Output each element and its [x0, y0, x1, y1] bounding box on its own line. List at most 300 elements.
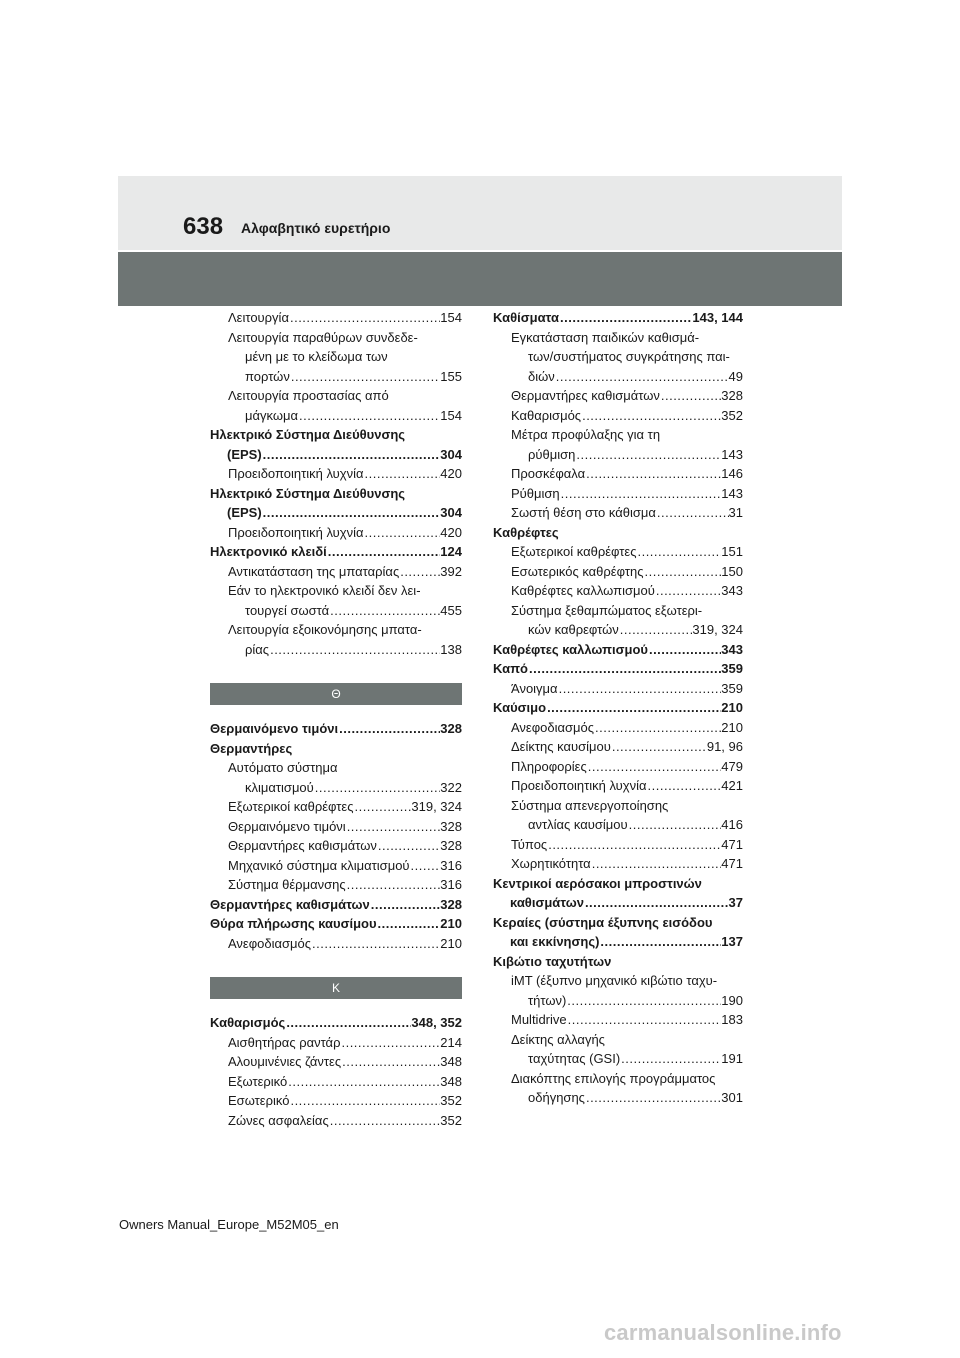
- entry-text: ταχύτητας (GSI): [528, 1051, 621, 1066]
- page-ref: 421: [721, 778, 743, 793]
- entry-text: Κεντρικοί αερόσακοι μπροστινών: [493, 875, 702, 891]
- entry-text: αντλίας καυσίμου: [528, 817, 628, 832]
- dot-leader: [364, 523, 441, 543]
- dot-leader: [290, 367, 440, 387]
- entry-text: Καθαρισμός: [210, 1015, 286, 1030]
- entry-line: [210, 1013, 462, 1033]
- entry-text: Προειδοποιητική λυχνία: [228, 466, 364, 481]
- index-entry: [493, 308, 743, 328]
- index-subentry: [493, 562, 743, 582]
- entry-text: Σύστημα ξεθαμπώματος εξωτερι-: [511, 602, 703, 618]
- entry-text: ρύθμιση: [528, 446, 576, 462]
- entry-line: [493, 874, 743, 894]
- entry-text: Καθρέφτες καλλωπισμού: [493, 641, 648, 657]
- entry-line: [228, 523, 462, 543]
- entry-text: Εσωτερικό: [228, 1093, 290, 1108]
- entry-line: [228, 620, 462, 640]
- page-ref: 49: [728, 368, 743, 384]
- entry-text: Multidrive: [511, 1012, 567, 1027]
- dot-leader: [289, 1091, 440, 1111]
- page-ref: 420: [440, 466, 462, 481]
- entry-text: Καθίσματα: [493, 310, 559, 325]
- index-entry: [493, 523, 743, 543]
- dot-leader: [327, 542, 441, 562]
- index-subentry: [493, 757, 743, 777]
- page-ref: 420: [440, 524, 462, 540]
- entry-text: Αντικατάσταση της μπαταρίας: [228, 563, 400, 579]
- dot-leader: [364, 464, 441, 484]
- entry-line: [511, 464, 743, 484]
- page-ref: 304: [440, 446, 462, 462]
- index-subentry: [493, 737, 743, 757]
- index-entry: [210, 914, 462, 934]
- dot-leader: [289, 308, 440, 328]
- entry-text: Ρύθμιση: [511, 485, 560, 501]
- watermark: carmanualsonline.info: [604, 1320, 842, 1345]
- entry-line: [210, 719, 462, 739]
- entry-text: Θερμαντήρες καθισμάτων: [228, 838, 377, 853]
- entry-line: [511, 757, 743, 777]
- dot-leader: [410, 856, 441, 876]
- index-subentry: [210, 386, 462, 425]
- entry-text: Καθαρισμός: [511, 407, 582, 423]
- entry-text: (EPS): [227, 446, 262, 462]
- page-ref: 150: [721, 563, 743, 579]
- dot-leader: [370, 895, 441, 915]
- index-subentry: [493, 328, 743, 387]
- page-ref: 210: [440, 916, 462, 931]
- index-subentry: [210, 797, 462, 817]
- entry-text: Θερμαντήρες καθισμάτων: [511, 388, 660, 403]
- index-subentry: [210, 328, 462, 387]
- entry-text: πορτών: [245, 368, 290, 384]
- dot-leader: [584, 893, 729, 913]
- page-ref: 316: [440, 857, 462, 873]
- entry-text: οδήγησης: [528, 1090, 585, 1105]
- entry-line: [228, 758, 462, 778]
- page-ref: 352: [721, 407, 743, 423]
- dot-leader: [585, 464, 721, 484]
- entry-line: [493, 523, 743, 543]
- entry-line: [511, 1069, 743, 1089]
- entry-line: [511, 815, 743, 835]
- entry-text: Αλουμινένιες ζάντες: [228, 1054, 342, 1069]
- entry-line: [511, 542, 743, 562]
- index-entry: [210, 895, 462, 915]
- dot-leader: [567, 1010, 722, 1030]
- entry-line: [228, 1052, 462, 1072]
- dot-leader: [620, 1049, 721, 1069]
- entry-line: [228, 1072, 462, 1092]
- entry-line: [511, 776, 743, 796]
- dot-leader: [285, 1013, 411, 1033]
- entry-line: [228, 601, 462, 621]
- entry-line: [210, 542, 462, 562]
- entry-text: Ζώνες ασφαλείας: [228, 1112, 329, 1128]
- index-subentry: [210, 464, 462, 484]
- entry-line: [511, 328, 743, 348]
- entry-text: Ανεφοδιασμός: [228, 935, 312, 951]
- index-entry: [493, 952, 743, 972]
- entry-line: [210, 503, 462, 523]
- dot-leader: [341, 1052, 440, 1072]
- entry-text: (EPS): [227, 505, 262, 520]
- entry-text: Καθρέφτες: [493, 524, 559, 540]
- entry-line: [228, 797, 462, 817]
- dot-leader: [329, 1111, 441, 1131]
- entry-text: Θερμαινόμενο τιμόνι: [210, 721, 339, 736]
- entry-line: [511, 367, 743, 387]
- index-subentry: [493, 1030, 743, 1069]
- page-ref: 143: [721, 446, 743, 462]
- index-entry: [210, 719, 462, 739]
- entry-text: Αισθητήρας ραντάρ: [228, 1034, 341, 1050]
- entry-text: Τύπος: [511, 836, 548, 852]
- dot-leader: [660, 386, 721, 406]
- page-ref: 304: [440, 505, 462, 520]
- index-entry: [493, 913, 743, 952]
- dot-leader: [587, 757, 722, 777]
- index-entry: [493, 640, 743, 660]
- entry-line: [511, 835, 743, 855]
- page-ref: 124: [440, 544, 462, 559]
- page-ref: 154: [440, 407, 462, 423]
- entry-line: [511, 406, 743, 426]
- page-ref: 155: [440, 368, 462, 384]
- dot-leader: [648, 640, 721, 660]
- entry-line: [511, 581, 743, 601]
- entry-line: [228, 406, 462, 426]
- entry-text: Λειτουργία προστασίας από: [228, 388, 389, 403]
- entry-text: τήτων): [528, 992, 567, 1008]
- page-ref: 143, 144: [692, 310, 743, 325]
- page-ref: 455: [440, 602, 462, 618]
- entry-text: κών καθρεφτών: [528, 622, 619, 637]
- entry-text: τουργεί σωστά: [245, 602, 330, 618]
- page-ref: 151: [721, 544, 743, 559]
- page-ref: 471: [721, 836, 743, 852]
- entry-line: [493, 932, 743, 952]
- entry-text: Εάν το ηλεκτρονικό κλειδί δεν λει-: [228, 583, 421, 598]
- page-ref: 191: [721, 1051, 743, 1066]
- index-subentry: [210, 523, 462, 543]
- entry-line: [210, 484, 462, 504]
- entry-line: [228, 836, 462, 856]
- entry-text: των/συστήματος συγκράτησης παι-: [528, 349, 730, 364]
- index-subentry: [493, 718, 743, 738]
- dot-leader: [287, 1072, 440, 1092]
- page-ref: 322: [440, 779, 462, 795]
- entry-text: Καθρέφτες καλλωπισμού: [511, 583, 655, 598]
- index-subentry: [493, 679, 743, 699]
- page-ref: 210: [721, 719, 743, 735]
- dot-leader: [560, 484, 722, 504]
- entry-text: Ανεφοδιασμός: [511, 719, 595, 735]
- dot-leader: [346, 875, 441, 895]
- page-ref: 146: [721, 466, 743, 481]
- page-ref: 319, 324: [411, 799, 462, 814]
- page-ref: 328: [440, 818, 462, 834]
- dot-leader: [340, 1033, 440, 1053]
- index-entry: [210, 425, 462, 464]
- entry-text: Θερμαντήρες: [210, 740, 293, 756]
- entry-line: [493, 952, 743, 972]
- entry-line: [228, 347, 462, 367]
- entry-line: [228, 1111, 462, 1131]
- entry-line: [511, 679, 743, 699]
- dot-leader: [311, 934, 440, 954]
- dot-leader: [581, 406, 721, 426]
- index-subentry: [493, 503, 743, 523]
- entry-text: Θερμαινόμενο τιμόνι: [228, 818, 346, 834]
- page-ref: 348, 352: [411, 1015, 462, 1030]
- index-subentry: [210, 934, 462, 954]
- entry-text: Εγκατάσταση παιδικών καθισμά-: [511, 329, 700, 345]
- dot-leader: [298, 406, 440, 426]
- entry-line: [511, 601, 743, 621]
- page-ref: 319, 324: [692, 622, 743, 637]
- dot-leader: [611, 737, 707, 757]
- entry-text: Προειδοποιητική λυχνία: [228, 524, 364, 540]
- page-ref: 137: [721, 934, 743, 949]
- index-subentry: [210, 1033, 462, 1053]
- dot-leader: [269, 640, 440, 660]
- entry-text: Θύρα πλήρωσης καυσίμου: [210, 916, 377, 931]
- entry-text: Εξωτερικοί καθρέφτες: [511, 544, 637, 559]
- dot-leader: [262, 503, 441, 523]
- entry-text: καθισμάτων: [510, 895, 584, 910]
- entry-line: [228, 308, 462, 328]
- page-ref: 392: [440, 563, 462, 579]
- entry-line: [228, 934, 462, 954]
- index-subentry: [493, 835, 743, 855]
- entry-line: [511, 562, 743, 582]
- page-ref: 328: [440, 896, 462, 912]
- entry-text: και εκκίνησης): [510, 934, 600, 949]
- index-subentry: [210, 308, 462, 328]
- index-subentry: [210, 817, 462, 837]
- header-band: [118, 176, 842, 250]
- entry-line: [210, 445, 462, 465]
- dot-leader: [377, 836, 440, 856]
- index-subentry: [210, 1111, 462, 1131]
- index-subentry: [493, 542, 743, 562]
- entry-text: Δείκτης καυσίμου: [511, 739, 611, 754]
- page-ref: 343: [721, 641, 743, 657]
- page-ref: 348: [440, 1073, 462, 1089]
- dot-leader: [594, 718, 721, 738]
- index-subentry: [210, 836, 462, 856]
- entry-text: iMT (έξυπνο μηχανικό κιβώτιο ταχυ-: [511, 973, 718, 988]
- dot-leader: [566, 991, 721, 1011]
- index-subentry: [493, 406, 743, 426]
- index-subentry: [493, 971, 743, 1010]
- index-subentry: [493, 1010, 743, 1030]
- index-subentry: [493, 386, 743, 406]
- entry-line: [511, 737, 743, 757]
- entry-line: [228, 875, 462, 895]
- dot-leader: [528, 659, 721, 679]
- entry-text: Ηλεκτρικό Σύστημα Διεύθυνσης: [210, 485, 406, 501]
- index-column-right: [493, 308, 743, 1108]
- entry-line: [511, 620, 743, 640]
- index-column-left: [210, 308, 462, 1130]
- dot-leader: [655, 581, 721, 601]
- dot-leader: [314, 778, 441, 798]
- page-ref: 31: [728, 505, 743, 520]
- index-entry: [493, 659, 743, 679]
- page-ref: 210: [440, 935, 462, 951]
- page-ref: 479: [721, 758, 743, 774]
- dot-leader: [585, 1088, 721, 1108]
- entry-text: Εξωτερικό: [228, 1073, 288, 1089]
- entry-line: [511, 971, 743, 991]
- entry-line: [210, 895, 462, 915]
- entry-line: [228, 328, 462, 348]
- dot-leader: [575, 445, 721, 465]
- index-entry: [210, 542, 462, 562]
- index-subentry: [210, 875, 462, 895]
- page-ref: 471: [721, 856, 743, 871]
- entry-text: Σύστημα απενεργοποίησης: [511, 797, 669, 813]
- index-subentry: [210, 581, 462, 620]
- entry-line: [493, 893, 743, 913]
- dot-leader: [262, 445, 441, 465]
- entry-line: [228, 562, 462, 582]
- dot-leader: [353, 797, 411, 817]
- footer-text: Owners Manual_Europe_M52M05_en: [119, 1217, 339, 1232]
- entry-text: Εσωτερικός καθρέφτης: [511, 563, 644, 579]
- entry-text: Καύσιμο: [493, 700, 547, 715]
- entry-line: [511, 718, 743, 738]
- entry-text: Θερμαντήρες καθισμάτων: [210, 896, 370, 912]
- entry-line: [511, 484, 743, 504]
- index-subentry: [210, 1072, 462, 1092]
- dot-leader: [558, 679, 722, 699]
- entry-text: Ηλεκτρικό Σύστημα Διεύθυνσης: [210, 427, 406, 442]
- header-dark-band: [118, 252, 842, 306]
- entry-line: [511, 796, 743, 816]
- index-subentry: [493, 796, 743, 835]
- page-ref: 348: [440, 1054, 462, 1069]
- page-ref: 91, 96: [706, 739, 743, 754]
- entry-line: [493, 698, 743, 718]
- entry-text: Λειτουργία: [228, 310, 289, 325]
- index-subentry: [493, 425, 743, 464]
- index-subentry: [493, 484, 743, 504]
- entry-line: [228, 1091, 462, 1111]
- index-subentry: [493, 776, 743, 796]
- entry-line: [210, 914, 462, 934]
- page-ref: 352: [440, 1112, 462, 1128]
- entry-line: [493, 659, 743, 679]
- index-subentry: [493, 854, 743, 874]
- dot-leader: [338, 719, 440, 739]
- entry-line: [511, 1088, 743, 1108]
- dot-leader: [619, 620, 693, 640]
- dot-leader: [643, 562, 721, 582]
- entry-line: [493, 913, 743, 933]
- entry-text: μάγκωμα: [245, 407, 299, 423]
- entry-text: Λειτουργία παραθύρων συνδεδε-: [228, 329, 418, 345]
- page-ref: 210: [721, 700, 743, 715]
- page-ref: 138: [440, 641, 462, 657]
- entry-line: [228, 817, 462, 837]
- dot-leader: [555, 367, 729, 387]
- dot-leader: [329, 601, 440, 621]
- header-title: Αλφαβητικό ευρετήριο: [241, 220, 391, 236]
- dot-leader: [399, 562, 440, 582]
- entry-text: Μηχανικό σύστημα κλιματισμού: [228, 857, 410, 873]
- entry-text: Σωστή θέση στο κάθισμα: [511, 505, 656, 520]
- page-ref: 154: [440, 310, 462, 325]
- entry-line: [511, 386, 743, 406]
- entry-text: Διακόπτης επιλογής προγράμματος: [511, 1070, 716, 1086]
- entry-text: Εξωτερικοί καθρέφτες: [228, 799, 354, 814]
- page-ref: 416: [721, 817, 743, 832]
- entry-line: [511, 425, 743, 445]
- entry-text: Μέτρα προφύλαξης για τη: [511, 427, 661, 442]
- entry-line: [511, 1030, 743, 1050]
- page-ref: 359: [721, 661, 743, 676]
- page-ref: 190: [721, 992, 743, 1008]
- page-ref: 37: [728, 895, 743, 910]
- page-ref: 183: [721, 1012, 743, 1027]
- index-subentry: [493, 1069, 743, 1108]
- entry-text: Προσκέφαλα: [511, 466, 586, 481]
- page-ref: 328: [440, 838, 462, 853]
- entry-text: μένη με το κλείδωμα των: [245, 349, 388, 364]
- entry-text: Προειδοποιητική λυχνία: [511, 778, 647, 793]
- entry-line: [228, 778, 462, 798]
- entry-line: [511, 445, 743, 465]
- entry-text: Σύστημα θέρμανσης: [228, 877, 346, 892]
- page-ref: 214: [440, 1034, 462, 1050]
- index-entry: [493, 874, 743, 913]
- index-subentry: [210, 1091, 462, 1111]
- entry-text: Λειτουργία εξοικονόμησης μπατα-: [228, 622, 422, 637]
- index-subentry: [210, 620, 462, 659]
- entry-line: [511, 347, 743, 367]
- entry-text: Δείκτης αλλαγής: [511, 1031, 605, 1047]
- dot-leader: [628, 815, 722, 835]
- entry-text: Κεραίες (σύστημα έξυπνης εισόδου: [493, 914, 713, 930]
- entry-line: [511, 503, 743, 523]
- dot-leader: [346, 817, 441, 837]
- dot-leader: [546, 698, 721, 718]
- entry-text: κλιματισμού: [245, 779, 314, 795]
- dot-leader: [547, 835, 721, 855]
- dot-leader: [377, 914, 441, 934]
- entry-text: Άνοιγμα: [511, 680, 558, 696]
- entry-line: [228, 367, 462, 387]
- page-ref: 328: [721, 388, 743, 403]
- entry-text: Πληροφορίες: [511, 758, 587, 774]
- page-ref: 301: [721, 1090, 743, 1105]
- entry-text: ρίας: [245, 641, 270, 657]
- entry-line: [511, 1049, 743, 1069]
- page-ref: 328: [440, 721, 462, 736]
- entry-text: Καπό: [493, 661, 528, 676]
- index-subentry: [493, 581, 743, 601]
- entry-line: [228, 464, 462, 484]
- dot-leader: [599, 932, 721, 952]
- entry-line: [511, 854, 743, 874]
- index-subentry: [493, 464, 743, 484]
- entry-text: Ηλεκτρονικό κλειδί: [210, 544, 327, 559]
- entry-text: Αυτόματο σύστημα: [228, 760, 338, 775]
- entry-text: Κιβώτιο ταχυτήτων: [493, 953, 612, 969]
